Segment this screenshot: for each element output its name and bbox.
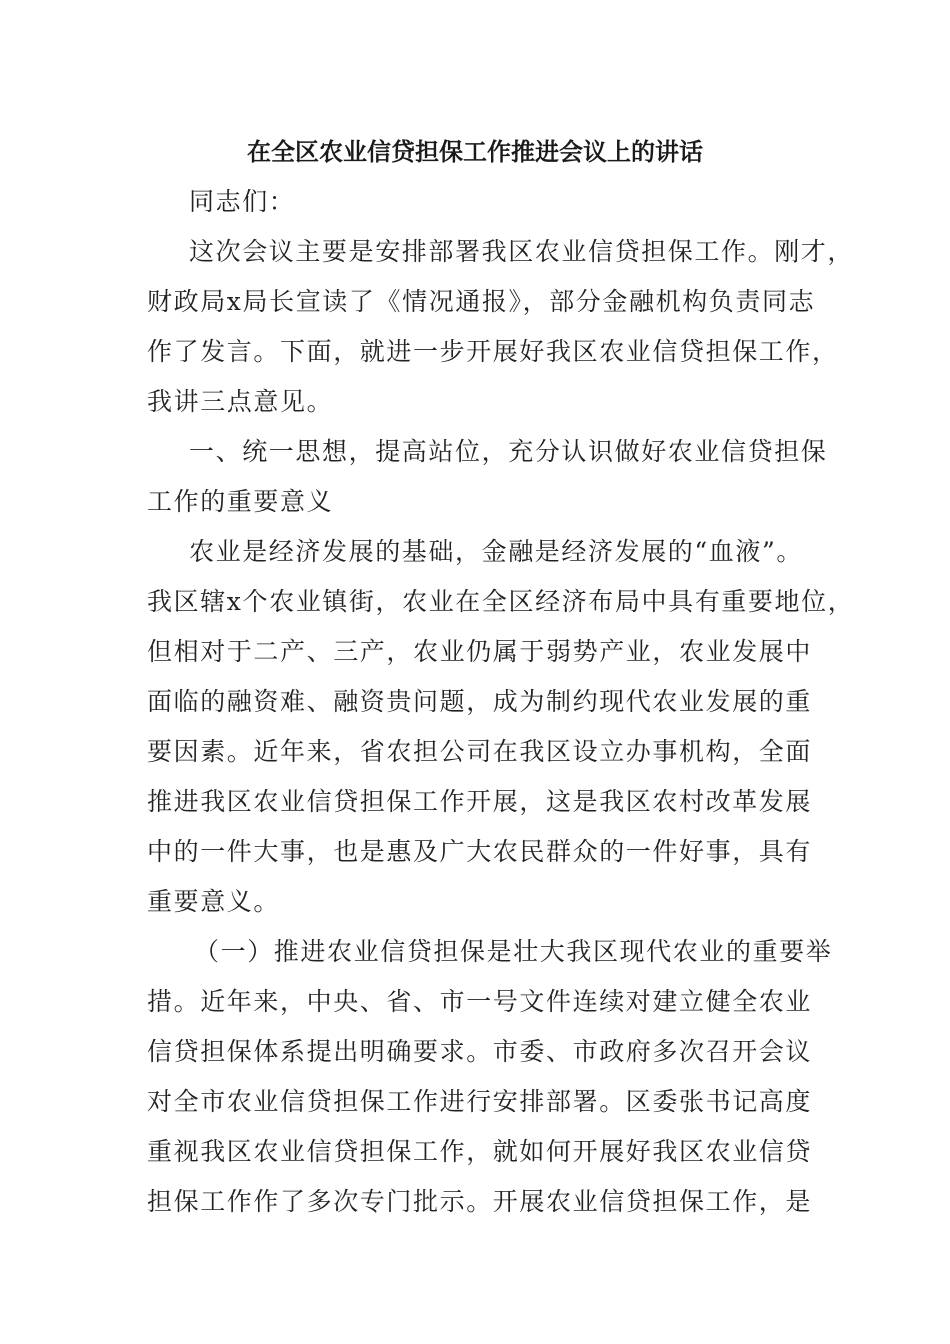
body-line: 我区辖x个农业镇街，农业在全区经济布局中具有重要地位， bbox=[147, 587, 855, 616]
body-line: 措。近年来，中央、省、市一号文件连续对建立健全农业 bbox=[147, 987, 813, 1016]
body-line: 重视我区农业信贷担保工作，就如何开展好我区农业信贷 bbox=[147, 1137, 813, 1166]
body-line: 对全市农业信贷担保工作进行安排部署。区委张书记高度 bbox=[147, 1087, 813, 1116]
body-line: 我讲三点意见。 bbox=[147, 387, 334, 416]
salutation: 同志们： bbox=[189, 187, 296, 216]
body-line: 这次会议主要是安排部署我区农业信贷担保工作。刚才， bbox=[189, 237, 855, 266]
body-line: 重要意义。 bbox=[147, 887, 281, 916]
body-line: 农业是经济发展的基础，金融是经济发展的“血液”。 bbox=[189, 537, 803, 566]
document-title: 在全区农业信贷担保工作推进会议上的讲话 bbox=[247, 137, 703, 166]
body-line: 信贷担保体系提出明确要求。市委、市政府多次召开会议 bbox=[147, 1037, 813, 1066]
body-line: 要因素。近年来，省农担公司在我区设立办事机构，全面 bbox=[147, 737, 813, 766]
body-line: 担保工作作了多次专门批示。开展农业信贷担保工作，是 bbox=[147, 1187, 813, 1216]
body-line: 但相对于二产、三产，农业仍属于弱势产业，农业发展中 bbox=[147, 637, 813, 666]
body-line: 推进我区农业信贷担保工作开展，这是我区农村改革发展 bbox=[147, 787, 813, 816]
section-heading: 一、统一思想，提高站位，充分认识做好农业信贷担保 bbox=[189, 437, 828, 466]
body-line: 面临的融资难、融资贵问题，成为制约现代农业发展的重 bbox=[147, 687, 813, 716]
body-line: 中的一件大事，也是惠及广大农民群众的一件好事，具有 bbox=[147, 837, 813, 866]
body-line: 财政局x局长宣读了《情况通报》，部分金融机构负责同志 bbox=[147, 287, 816, 316]
subsection-line: （一）推进农业信贷担保是壮大我区现代农业的重要举 bbox=[194, 937, 833, 966]
section-heading: 工作的重要意义 bbox=[147, 487, 334, 516]
body-line: 作了发言。下面，就进一步开展好我区农业信贷担保工作， bbox=[147, 337, 839, 366]
